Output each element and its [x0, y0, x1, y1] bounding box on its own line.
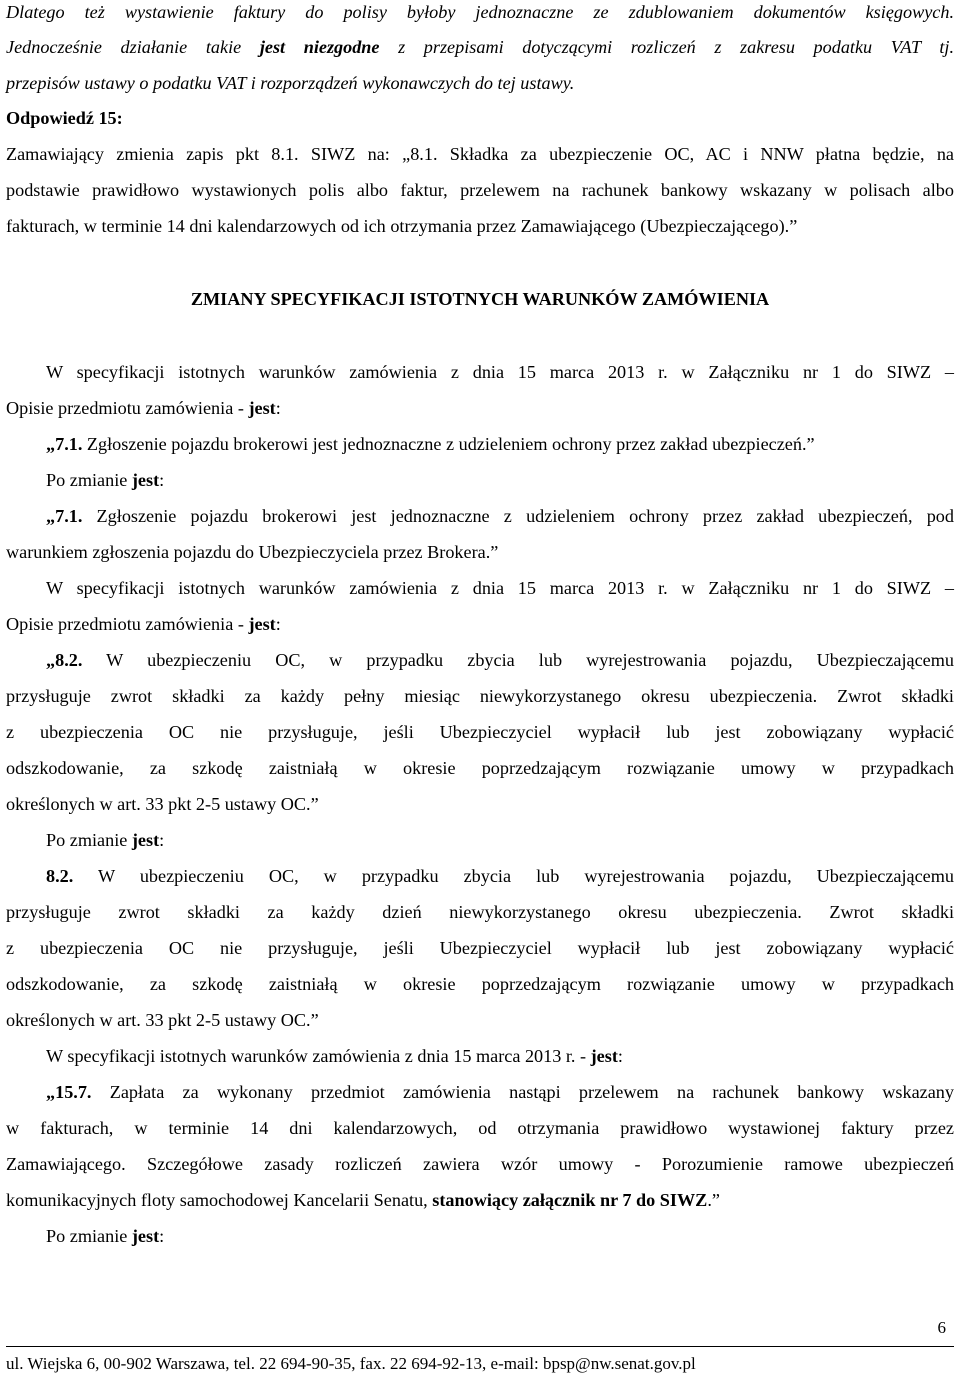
item-15-7-line-1: [46, 1081, 954, 1103]
item-number: „7.1.: [46, 506, 83, 526]
intro-line-3: przepisów ustawy o podatku VAT i rozporządzeń wykonawczych do tej ustawy.: [6, 73, 575, 93]
item-8-2-new-line-2: przysługuje zwrot składki za każdy dzień niewykorzystanego okresu ubezpieczenia. Zwrot składki: [6, 902, 954, 922]
after-change-label-2: [46, 829, 954, 851]
item-number: „7.1.: [46, 434, 83, 454]
answer-line-3: fakturach, w terminie 14 dni kalendarzowych od ich otrzymania przez Zamawiającego (Ubezpieczającego).”: [6, 216, 798, 236]
reference-text: Opisie przedmiotu zamówienia -: [6, 398, 249, 418]
intro-text: Jednocześnie działanie takie: [6, 37, 260, 57]
item-8-2-old-line-1: [46, 649, 954, 671]
item-text: komunikacyjnych floty samochodowej Kancelarii Senatu,: [6, 1190, 433, 1210]
colon: :: [159, 830, 165, 850]
item-text: W ubezpieczeniu OC, w przypadku zbycia lub wyrejestrowania pojazdu, Ubezpieczającemu: [82, 650, 954, 670]
section-title: ZMIANY SPECYFIKACJI ISTOTNYCH WARUNKÓW ZAMÓWIENIA: [190, 289, 770, 309]
item-15-7-line-3: Zamawiającego. Szczegółowe zasady rozliczeń zawiera wzór umowy - Porozumienie ramowe ubezpieczeń: [6, 1154, 954, 1174]
item-8-2-old-line-4: odszkodowanie, za szkodę zaistniałą w okresie poprzedzającym rozwiązanie umowy w przypadkach: [6, 758, 954, 778]
item-number: „15.7.: [46, 1082, 92, 1102]
after-change-label-3: [46, 1225, 954, 1247]
answer-line-2: podstawie prawidłowo wystawionych polis albo faktur, przelewem na rachunek bankowy wskazany w polisach albo: [6, 180, 954, 200]
item-number: „8.2.: [46, 650, 83, 670]
item-7-1-new-line-2: warunkiem zgłoszenia pojazdu do Ubezpieczyciela przez Brokera.”: [6, 542, 499, 562]
item-8-2-old-line-2: przysługuje zwrot składki za każdy pełny miesiąc niewykorzystanego okresu ubezpieczenia. Zwrot składki: [6, 686, 954, 706]
item-text: Zapłata za wykonany przedmiot zamówienia nastąpi przelewem na rachunek bankowy wskazany: [91, 1082, 954, 1102]
colon: :: [617, 1046, 623, 1066]
answer-heading: Odpowiedź 15:: [6, 108, 123, 128]
reference-3: [46, 1045, 954, 1067]
item-15-7-line-4: [6, 1189, 954, 1211]
after-change-text: Po zmianie: [46, 830, 132, 850]
intro-text: z przepisami dotyczącymi rozliczeń z zakresu podatku VAT tj.: [379, 37, 955, 57]
item-8-2-old-line-5: określonych w art. 33 pkt 2-5 ustawy OC.”: [6, 794, 319, 814]
jest-label: jest: [131, 830, 160, 850]
intro-line-1: Dlatego też wystawienie faktury do polisy byłoby jednoznaczne ze zdublowaniem dokumentów księgowych.: [6, 2, 954, 22]
emphasis: stanowiący załącznik nr 7 do SIWZ: [432, 1190, 708, 1210]
intro-line-2: [6, 36, 954, 58]
after-change-text: Po zmianie: [46, 470, 132, 490]
item-text: Zgłoszenie pojazdu brokerowi jest jednoznaczne z udzieleniem ochrony przez zakład ubezpieczeń, pod: [82, 506, 954, 526]
reference-text: Opisie przedmiotu zamówienia -: [6, 614, 249, 634]
item-number: 8.2.: [46, 866, 74, 886]
reference-2-line-2: [6, 613, 954, 635]
emphasis: jest niezgodne: [259, 37, 380, 57]
reference-1-line-2: [6, 397, 954, 419]
item-text: W ubezpieczeniu OC, w przypadku zbycia lub wyrejestrowania pojazdu, Ubezpieczającemu: [73, 866, 954, 886]
colon: :: [275, 614, 281, 634]
reference-text: W specyfikacji istotnych warunków zamówienia z dnia 15 marca 2013 r. -: [46, 1046, 591, 1066]
jest-label: jest: [131, 470, 160, 490]
item-15-7-line-2: w fakturach, w terminie 14 dni kalendarzowych, od otrzymania prawidłowo wystawionej faktury przez: [6, 1118, 954, 1138]
jest-label: jest: [248, 614, 276, 634]
item-8-2-new-line-5: określonych w art. 33 pkt 2-5 ustawy OC.”: [6, 1010, 319, 1030]
reference-2-line-1: W specyfikacji istotnych warunków zamówienia z dnia 15 marca 2013 r. w Załączniku nr 1 do SIWZ –: [46, 578, 954, 598]
answer-line-1: Zamawiający zmienia zapis pkt 8.1. SIWZ na: „8.1. Składka za ubezpieczenie OC, AC i NNW płatna będzie, na: [6, 144, 954, 164]
jest-label: jest: [248, 398, 276, 418]
jest-label: jest: [590, 1046, 618, 1066]
item-7-1-new-line-1: [46, 505, 954, 527]
jest-label: jest: [131, 1226, 160, 1246]
after-change-label-1: [46, 469, 954, 491]
page-number: 6: [937, 1318, 946, 1337]
after-change-text: Po zmianie: [46, 1226, 132, 1246]
colon: :: [159, 470, 165, 490]
item-text: .”: [707, 1190, 720, 1210]
item-8-2-old-line-3: z ubezpieczenia OC nie przysługuje, jeśli Ubezpieczyciel wypłacił lub jest zobowiązany wypłacić: [6, 722, 954, 742]
footer-divider: [6, 1346, 954, 1347]
item-8-2-new-line-3: z ubezpieczenia OC nie przysługuje, jeśli Ubezpieczyciel wypłacił lub jest zobowiązany wypłacić: [6, 938, 954, 958]
item-7-1-old: [46, 433, 954, 455]
colon: :: [275, 398, 281, 418]
item-8-2-new-line-4: odszkodowanie, za szkodę zaistniałą w okresie poprzedzającym rozwiązanie umowy w przypadkach: [6, 974, 954, 994]
footer-address: ul. Wiejska 6, 00-902 Warszawa, tel. 22 694-90-35, fax. 22 694-92-13, e-mail: bpsp@nw.senat.gov.pl: [6, 1354, 696, 1373]
colon: :: [159, 1226, 165, 1246]
item-text: Zgłoszenie pojazdu brokerowi jest jednoznaczne z udzieleniem ochrony przez zakład ubezpieczeń.”: [82, 434, 815, 454]
item-8-2-new-line-1: [46, 865, 954, 887]
reference-1-line-1: W specyfikacji istotnych warunków zamówienia z dnia 15 marca 2013 r. w Załączniku nr 1 do SIWZ –: [46, 362, 954, 382]
